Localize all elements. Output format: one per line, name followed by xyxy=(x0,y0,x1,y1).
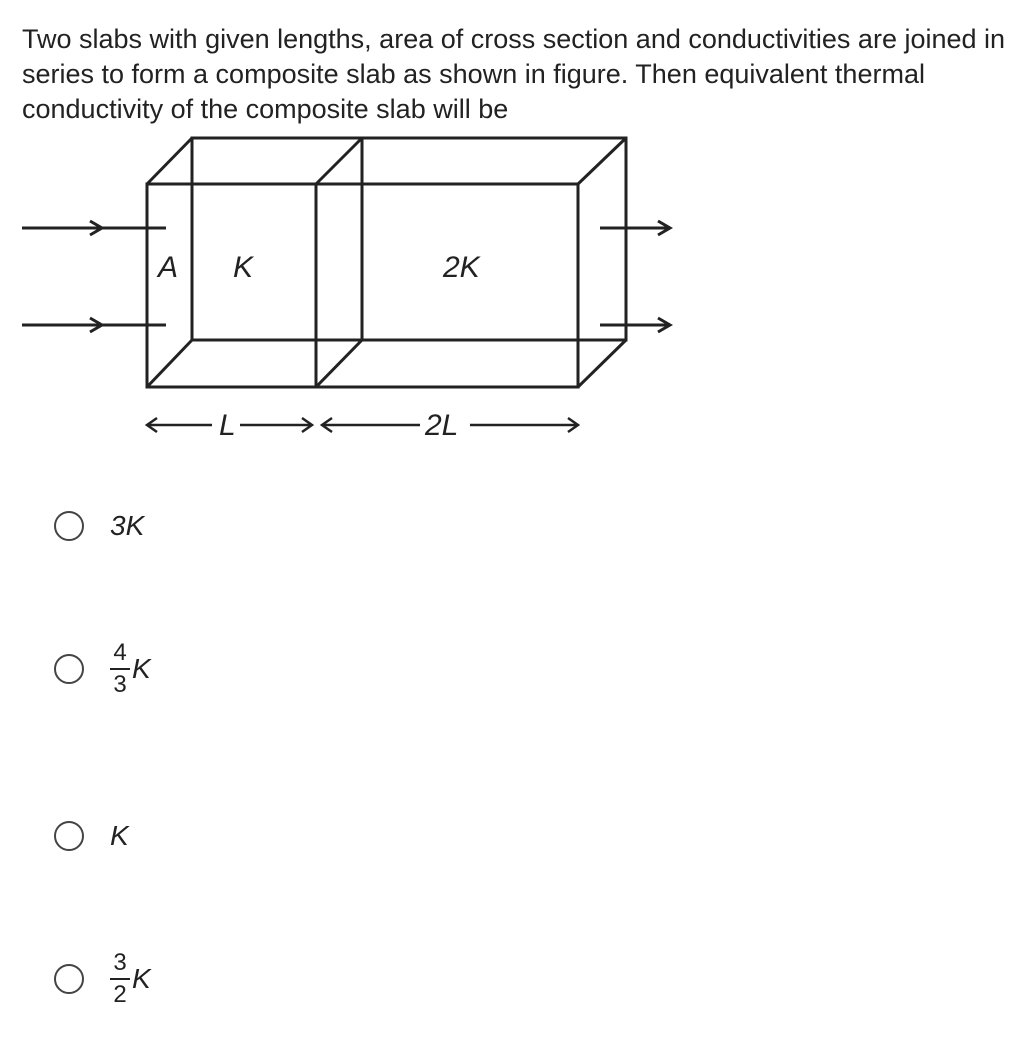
option-text: 3K xyxy=(110,510,145,541)
area-label: A xyxy=(158,251,179,284)
len1-label: L xyxy=(219,409,236,440)
numerator: 3 xyxy=(113,949,127,976)
radio-button[interactable] xyxy=(54,821,84,851)
radio-button[interactable] xyxy=(54,511,84,541)
radio-button[interactable] xyxy=(54,964,84,994)
option-suffix: K xyxy=(132,963,151,994)
len2-label: 2L xyxy=(425,409,459,440)
option-4[interactable] xyxy=(54,950,151,1008)
question-text: Two slabs with given lengths, area of cross section and conductivities are joined in series to form a composite slab as shown in figure. Then equivalent thermal conductivity of the composite slab will be xyxy=(22,24,1006,124)
fraction xyxy=(110,640,130,698)
back-face xyxy=(192,138,626,340)
option-2[interactable] xyxy=(54,640,151,698)
option-suffix: K xyxy=(132,653,151,684)
denominator: 2 xyxy=(113,981,127,1008)
radio-button[interactable] xyxy=(54,654,84,684)
numerator: 4 xyxy=(113,639,127,666)
option-text: K xyxy=(110,820,129,851)
dimension-arrows xyxy=(147,418,578,432)
option-3[interactable] xyxy=(54,820,129,852)
composite-slab-figure xyxy=(0,130,700,440)
denominator: 3 xyxy=(113,671,127,698)
fraction xyxy=(110,950,130,1008)
heat-in-arrows xyxy=(22,221,166,332)
slab2-label: 2K xyxy=(443,251,480,284)
slab1-label: K xyxy=(233,251,254,284)
heat-out-arrows xyxy=(600,221,670,332)
option-1[interactable] xyxy=(54,510,144,542)
